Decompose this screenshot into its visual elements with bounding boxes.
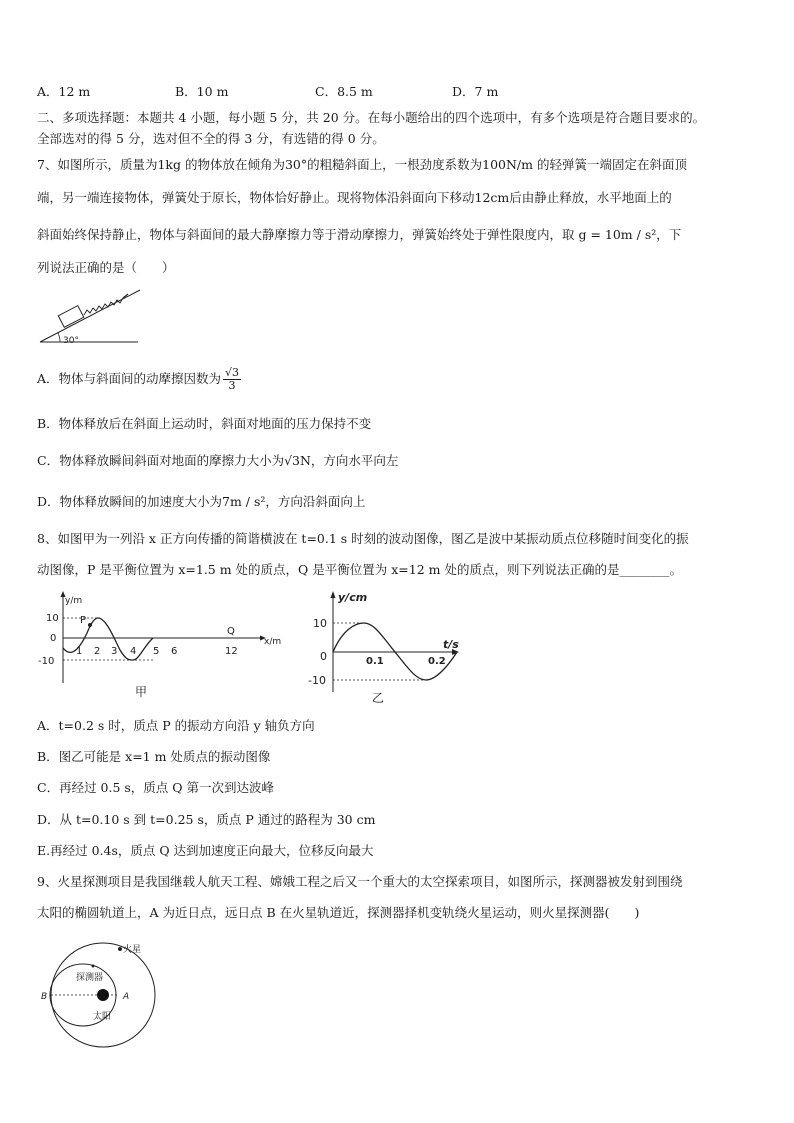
q8-option-b: B．图乙可能是 x=1 m 处质点的振动图像	[37, 749, 271, 764]
jia-ytick-0: 0	[50, 633, 57, 644]
jia-ylabel: y/m	[65, 596, 83, 606]
jia-xtick-4: 4	[130, 646, 137, 657]
q6-option-c: C．8.5 m	[315, 84, 373, 99]
q9-orbit-figure	[38, 938, 168, 1063]
yi-tlabel: t/s	[443, 638, 459, 651]
q8-vibration-figure-yi	[300, 586, 470, 706]
q7-line3: 斜面始终保持静止，物体与斜面间的最大静摩擦力等于滑动摩擦力，弹簧始终处于弹性限度内，取 g = 10m / s²，下	[37, 227, 682, 242]
jia-xtick-12: 12	[225, 646, 238, 657]
probe-dot	[92, 965, 95, 968]
mars-dot	[118, 947, 122, 951]
yi-caption: 乙	[372, 691, 385, 705]
mars-label: 火星	[123, 945, 142, 955]
block	[58, 306, 84, 328]
angle-arc	[58, 333, 60, 342]
yi-ytick-neg10: -10	[308, 674, 326, 687]
jia-xtick-6: 6	[171, 646, 178, 657]
jia-xtick-1: 1	[76, 646, 83, 657]
yi-y-arrow	[331, 591, 336, 598]
jia-ytick-neg10: -10	[38, 656, 55, 667]
probe-label: 探测器	[76, 973, 104, 983]
jia-xtick-5: 5	[153, 646, 160, 657]
q8-option-c: C．再经过 0.5 s，质点 Q 第一次到达波峰	[37, 780, 275, 795]
jia-caption: 甲	[135, 685, 148, 699]
q6-option-b: B．10 m	[175, 84, 229, 99]
jia-xtick-3: 3	[111, 646, 118, 657]
yi-ytick-10: 10	[313, 617, 327, 630]
jia-label-q: Q	[227, 626, 235, 637]
jia-xtick-2: 2	[94, 646, 101, 657]
q9-line2: 太阳的椭圆轨道上，A 为近日点，远日点 B 在火星轨道近，探测器择机变轨绕火星运动，则火星探测器( )	[37, 905, 640, 920]
yi-ttick-02: 0.2	[428, 656, 446, 667]
jia-label-p: P	[80, 615, 87, 626]
incline-slope	[40, 290, 140, 342]
yi-ttick-01: 0.1	[366, 656, 384, 667]
yi-ylabel: y/cm	[338, 591, 368, 604]
q7-line1: 7、如图所示，质量为1kg 的物体放在倾角为30°的粗糙斜面上，一根劲度系数为100N/m 的轻弹簧一端固定在斜面顶	[37, 157, 687, 172]
q8-option-a: A．t=0.2 s 时，质点 P 的振动方向沿 y 轴负方向	[37, 718, 315, 733]
label-b: B	[41, 992, 48, 1002]
section2-line1: 二、多项选择题：本题共 4 小题，每小题 5 分，共 20 分。在每小题给出的四个选项中，有多个选项是符合题目要求的。	[37, 110, 706, 125]
jia-point-p	[88, 623, 92, 627]
q7-option-a-fraction: $\frac{√3}{3}$	[225, 366, 240, 392]
q8-wave-figure-jia	[36, 588, 286, 703]
q8-option-d: D．从 t=0.10 s 到 t=0.25 s，质点 P 通过的路程为 30 cm	[37, 812, 376, 827]
q6-option-a: A．12 m	[37, 84, 91, 99]
q9-line1: 9、火星探测项目是我国继载人航天工程、嫦娥工程之后又一个重大的太空探索项目，如图所示，探测器被发射到围绕	[37, 874, 683, 889]
q6-option-d: D．7 m	[452, 84, 499, 99]
yi-ytick-0: 0	[320, 650, 327, 663]
q7-line4: 列说法正确的是（ ）	[37, 260, 175, 275]
q7-line2: 端，另一端连接物体，弹簧处于原长，物体恰好静止。现将物体沿斜面向下移动12cm后由静止释放，水平地面上的	[37, 190, 672, 205]
q8-line2: 动图像，P 是平衡位置为 x=1.5 m 处的质点，Q 是平衡位置为 x=12 m 处的质点，则下列说法正确的是________。	[37, 562, 682, 577]
sun-label: 太阳	[93, 1012, 112, 1022]
spring	[84, 298, 123, 315]
q7-option-a: A．物体与斜面间的动摩擦因数为 $\frac{√3}{3}$	[37, 366, 240, 392]
q8-line1: 8、如图甲为一列沿 x 正方向传播的简谐横波在 t=0.1 s 时刻的波动图像，图乙是波中某振动质点位移随时间变化的振	[37, 531, 689, 546]
jia-xlabel: x/m	[264, 637, 282, 647]
label-a: A	[123, 992, 130, 1002]
q7-incline-figure	[36, 282, 146, 348]
q8-option-e: E.再经过 0.4s，质点 Q 达到加速度正向最大，位移反向最大	[37, 843, 374, 858]
jia-ytick-10: 10	[46, 613, 59, 624]
q7-option-c: C．物体释放瞬间斜面对地面的摩擦力大小为√3N，方向水平向左	[37, 453, 399, 468]
q7-option-b: B．物体释放后在斜面上运动时，斜面对地面的压力保持不变	[37, 416, 372, 431]
q7-option-d: D．物体释放瞬间的加速度大小为7m / s²，方向沿斜面向上	[37, 494, 366, 509]
section2-line2: 全部选对的得 5 分，选对但不全的得 3 分，有选错的得 0 分。	[37, 131, 385, 146]
angle-label: 30°	[63, 336, 79, 346]
sun	[97, 989, 109, 1001]
